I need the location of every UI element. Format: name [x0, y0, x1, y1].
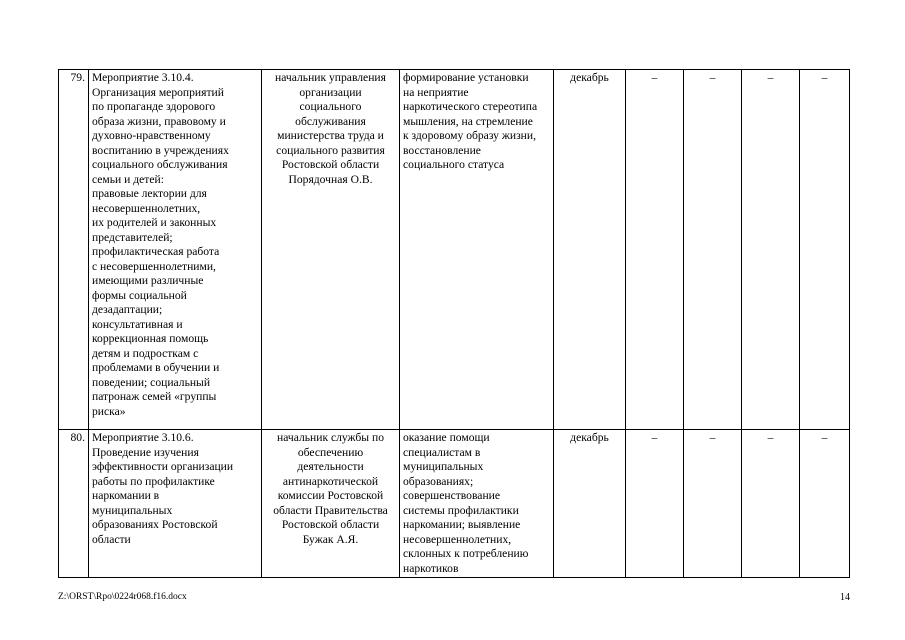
- text-line: наркомании; выявление: [403, 518, 521, 531]
- text-line: социального развития: [276, 143, 385, 157]
- text-line: области: [92, 532, 131, 546]
- text-line: формы социальной: [92, 288, 187, 302]
- cell-dash: –: [742, 70, 800, 430]
- file-path: Z:\ORST\Rpo\0224r068.f16.docx: [58, 592, 187, 602]
- text-line: на неприятие: [403, 85, 469, 99]
- text-line: их родителей и законных: [92, 216, 217, 229]
- text-line: склонных к потреблению: [403, 547, 529, 560]
- text-line: дезадаптации;: [92, 303, 163, 316]
- text-line: работы по профилактике: [92, 474, 215, 488]
- text-line: образованиях;: [403, 474, 474, 488]
- cell-dash: –: [800, 70, 850, 430]
- text-line: Бужак А.Я.: [302, 532, 359, 546]
- text-line: несовершеннолетних,: [92, 201, 201, 215]
- text-line: обслуживания: [295, 114, 366, 128]
- text-line: воспитанию в учреждениях: [92, 143, 229, 157]
- text-line: имеющими различные: [92, 274, 204, 287]
- text-line: Организация мероприятий: [92, 85, 224, 99]
- cell-dash: –: [626, 430, 684, 578]
- text-line: организации: [299, 85, 362, 99]
- cell-dash: –: [684, 430, 742, 578]
- expected-result: [400, 430, 554, 578]
- text-line: специалистам в: [403, 445, 481, 459]
- text-line: представителей;: [92, 230, 173, 244]
- measures-table: [58, 69, 850, 578]
- text-line: системы профилактики: [403, 503, 519, 517]
- text-line: социального статуса: [403, 158, 505, 171]
- text-line: восстановление: [403, 143, 481, 157]
- row-number: 80.: [59, 430, 89, 578]
- text-line: патронаж семей «группы: [92, 390, 217, 403]
- text-line: Ростовской области: [281, 158, 380, 171]
- text-line: несовершеннолетних,: [403, 532, 512, 546]
- text-line: наркотического стереотипа: [403, 100, 538, 113]
- text-line: наркотиков: [403, 561, 459, 575]
- text-line: с несовершеннолетними,: [92, 259, 216, 273]
- text-line: оказание помощи: [403, 431, 490, 444]
- text-line: комиссии Ростовской: [277, 489, 384, 502]
- text-line: области Правительства: [273, 503, 388, 517]
- text-line: детям и подросткам с: [92, 346, 199, 360]
- text-line: наркомании в: [92, 489, 160, 502]
- text-line: муниципальных: [92, 503, 173, 517]
- text-line: поведении; социальный: [92, 375, 211, 389]
- text-line: консультативная и: [92, 317, 183, 331]
- text-line: к здоровому образу жизни,: [403, 129, 536, 142]
- text-line: начальник службы по: [277, 431, 384, 444]
- table-row: [59, 70, 850, 430]
- responsible-person: [262, 430, 400, 578]
- text-line: Порядочная О.В.: [288, 172, 373, 186]
- text-line: деятельности: [297, 460, 364, 473]
- text-line: эффективности организации: [92, 460, 234, 473]
- page-number: 14: [840, 592, 850, 603]
- responsible-person: [262, 70, 400, 430]
- text-line: муниципальных: [403, 460, 484, 473]
- event-description: [89, 430, 262, 578]
- text-line: начальник управления: [275, 71, 386, 84]
- text-line: образа жизни, правовому и: [92, 114, 226, 128]
- deadline: декабрь: [554, 70, 626, 430]
- text-line: профилактическая работа: [92, 245, 220, 258]
- deadline: декабрь: [554, 430, 626, 578]
- text-line: коррекционная помощь: [92, 332, 209, 345]
- cell-dash: –: [742, 430, 800, 578]
- cell-dash: –: [800, 430, 850, 578]
- text-line: обеспечению: [297, 445, 364, 459]
- row-number: 79.: [59, 70, 89, 430]
- text-line: проблемами в обучении и: [92, 361, 220, 374]
- text-line: Мероприятие 3.10.6.: [92, 431, 194, 444]
- event-description: [89, 70, 262, 430]
- text-line: образованиях Ростовской: [92, 518, 218, 531]
- text-line: совершенствование: [403, 489, 500, 502]
- text-line: риска»: [92, 404, 126, 418]
- text-line: Мероприятие 3.10.4.: [92, 71, 194, 84]
- text-line: семьи и детей:: [92, 172, 164, 186]
- text-line: по пропаганде здорового: [92, 100, 216, 113]
- cell-dash: –: [626, 70, 684, 430]
- cell-dash: –: [684, 70, 742, 430]
- text-line: правовые лектории для: [92, 187, 207, 200]
- text-line: социального обслуживания: [92, 158, 228, 171]
- text-line: Ростовской области: [281, 518, 380, 531]
- text-line: министерства труда и: [277, 129, 384, 142]
- text-line: духовно-нравственному: [92, 129, 211, 142]
- expected-result: [400, 70, 554, 430]
- text-line: Проведение изучения: [92, 445, 199, 459]
- text-line: социального: [299, 100, 362, 113]
- text-line: формирование установки: [403, 71, 529, 84]
- text-line: мышления, на стремление: [403, 114, 533, 128]
- text-line: антинаркотической: [282, 474, 379, 488]
- table-row: [59, 430, 850, 578]
